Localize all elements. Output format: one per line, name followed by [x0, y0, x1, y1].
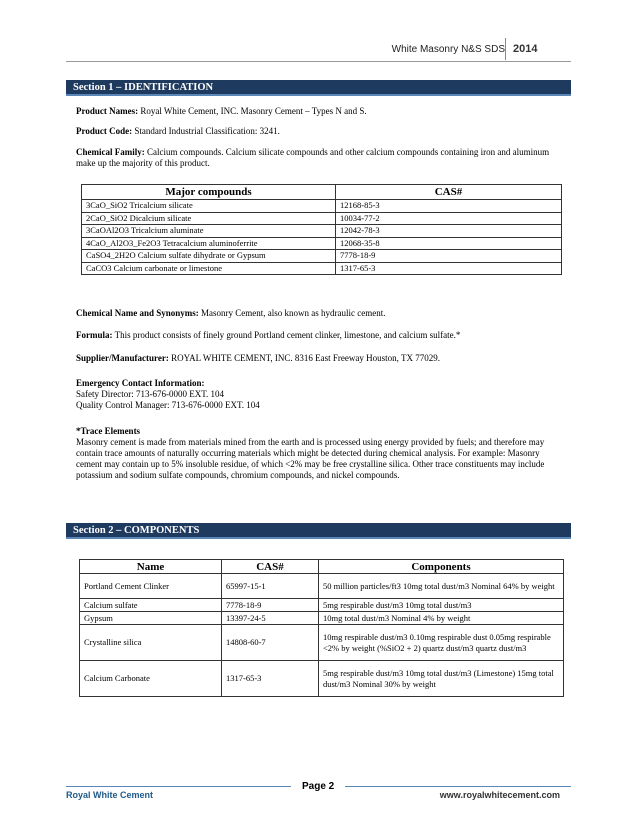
table-row: [80, 612, 564, 625]
column-header: Components: [319, 560, 564, 574]
table-header-row: [80, 560, 564, 574]
table-cell: CaCO3 Calcium carbonate or limestone: [82, 262, 336, 275]
table-cell: 3CaO_SiO2 Tricalcium silicate: [82, 200, 336, 213]
table-cell: 7778-18-9: [222, 599, 319, 612]
table-row: [82, 225, 562, 238]
table-cell: 1317-65-3: [336, 262, 562, 275]
table-cell: 10mg total dust/m3 Nominal 4% by weight: [319, 612, 564, 625]
column-header: CAS#: [336, 185, 562, 200]
components-table: [79, 559, 564, 697]
header-year: 2014: [513, 43, 538, 55]
section-2-heading: Section 2 – COMPONENTS: [66, 523, 571, 539]
chemical-family-value: Calcium compounds. Calcium silicate compounds and other calcium compounds containing iron and aluminum make up the majority of this product.: [76, 147, 550, 168]
supplier-label: Supplier/Manufacturer:: [76, 353, 169, 363]
table-cell: 10mg respirable dust/m3 0.10mg respirable dust 0.05mg respirable <2% by weight (%SiO2 + 2) quartz dust/m3 quartz dust/m3: [319, 625, 564, 661]
table-cell: CaSO4_2H2O Calcium sulfate dihydrate or Gypsum: [82, 250, 336, 263]
page-number: Page 2: [302, 781, 335, 792]
table-cell: 4CaO_Al2O3_Fe2O3 Tetracalcium aluminoferrite: [82, 237, 336, 250]
chemical-family-label: Chemical Family:: [76, 147, 145, 157]
table-cell: 12042-78-3: [336, 225, 562, 238]
column-header: Major compounds: [82, 185, 336, 200]
emergency-contact: [76, 378, 562, 411]
column-header: Name: [80, 560, 222, 574]
table-cell: Crystalline silica: [80, 625, 222, 661]
table-cell: Calcium sulfate: [80, 599, 222, 612]
table-row: [82, 237, 562, 250]
table-cell: 5mg respirable dust/m3 10mg total dust/m3 (Limestone) 15mg total dust/m3 Nominal 30% by weight: [319, 661, 564, 697]
supplier-value: ROYAL WHITE CEMENT, INC. 8316 East Freeway Houston, TX 77029.: [171, 353, 440, 363]
product-code-label: Product Code:: [76, 126, 133, 136]
table-cell: 3CaOAl2O3 Tricalcium aluminate: [82, 225, 336, 238]
table-row: [82, 200, 562, 213]
header-divider: [505, 38, 506, 60]
emergency-line-2: Quality Control Manager: 713-676-0000 EXT. 104: [76, 400, 260, 410]
trace-text: Masonry cement is made from materials mined from the earth and is processed using energy provided by fuels; and therefore may contain trace amounts of naturally occurring materials which might be detected during chemical analysis. For example: Masonry cement may contain up to 5% insoluble residue, of which <2% may be free crystalline silica. Other trace constituents may include potassium and sodium sulfate compounds, chromium compounds, and nickel compounds.: [76, 437, 545, 480]
trace-label: *Trace Elements: [76, 426, 141, 436]
emergency-label: Emergency Contact Information:: [76, 378, 205, 388]
trace-elements: [76, 426, 562, 481]
product-names-label: Product Names:: [76, 106, 139, 116]
chemical-name-label: Chemical Name and Synonyms:: [76, 308, 199, 318]
table-cell: 50 million particles/ft3 10mg total dust/m3 Nominal 64% by weight: [319, 574, 564, 599]
table-cell: 12068-35-8: [336, 237, 562, 250]
header-title: White Masonry N&S SDS: [391, 44, 505, 55]
table-cell: 2CaO_SiO2 Dicalcium silicate: [82, 212, 336, 225]
table-cell: 5mg respirable dust/m3 10mg total dust/m3: [319, 599, 564, 612]
footer-rule-left: [66, 786, 291, 787]
supplier: [76, 353, 562, 364]
section-1-heading: Section 1 – IDENTIFICATION: [66, 80, 571, 96]
table-cell: 65997-15-1: [222, 574, 319, 599]
table-row: [82, 262, 562, 275]
table-cell: Calcium Carbonate: [80, 661, 222, 697]
product-code: [76, 126, 562, 137]
table-row: [82, 250, 562, 263]
table-cell: Gypsum: [80, 612, 222, 625]
table-row: [82, 212, 562, 225]
table-row: [80, 574, 564, 599]
table-cell: 1317-65-3: [222, 661, 319, 697]
footer-rule-right: [345, 786, 571, 787]
table-row: [80, 599, 564, 612]
footer-website: www.royalwhitecement.com: [439, 790, 560, 800]
formula-label: Formula:: [76, 330, 113, 340]
table-cell: 7778-18-9: [336, 250, 562, 263]
chemical-family: [76, 147, 562, 169]
major-compounds-table: [81, 184, 562, 275]
column-header: CAS#: [222, 560, 319, 574]
formula: [76, 330, 562, 341]
product-names: [76, 106, 562, 117]
table-cell: 12168-85-3: [336, 200, 562, 213]
product-names-value: Royal White Cement, INC. Masonry Cement – Types N and S.: [140, 106, 367, 116]
table-cell: 14808-60-7: [222, 625, 319, 661]
footer-company: Royal White Cement: [66, 790, 154, 800]
emergency-line-1: Safety Director: 713-676-0000 EXT. 104: [76, 389, 225, 399]
table-cell: 13397-24-5: [222, 612, 319, 625]
formula-value: This product consists of finely ground Portland cement clinker, limestone, and calcium sulfate.*: [114, 330, 461, 340]
product-code-value: Standard Industrial Classification: 3241.: [134, 126, 280, 136]
header-rule: [66, 61, 571, 62]
table-cell: 10034-77-2: [336, 212, 562, 225]
table-row: [80, 625, 564, 661]
table-cell: Portland Cement Clinker: [80, 574, 222, 599]
table-row: [80, 661, 564, 697]
table-header-row: [82, 185, 562, 200]
chemical-name-value: Masonry Cement, also known as hydraulic cement.: [201, 308, 386, 318]
chemical-name: [76, 308, 562, 319]
